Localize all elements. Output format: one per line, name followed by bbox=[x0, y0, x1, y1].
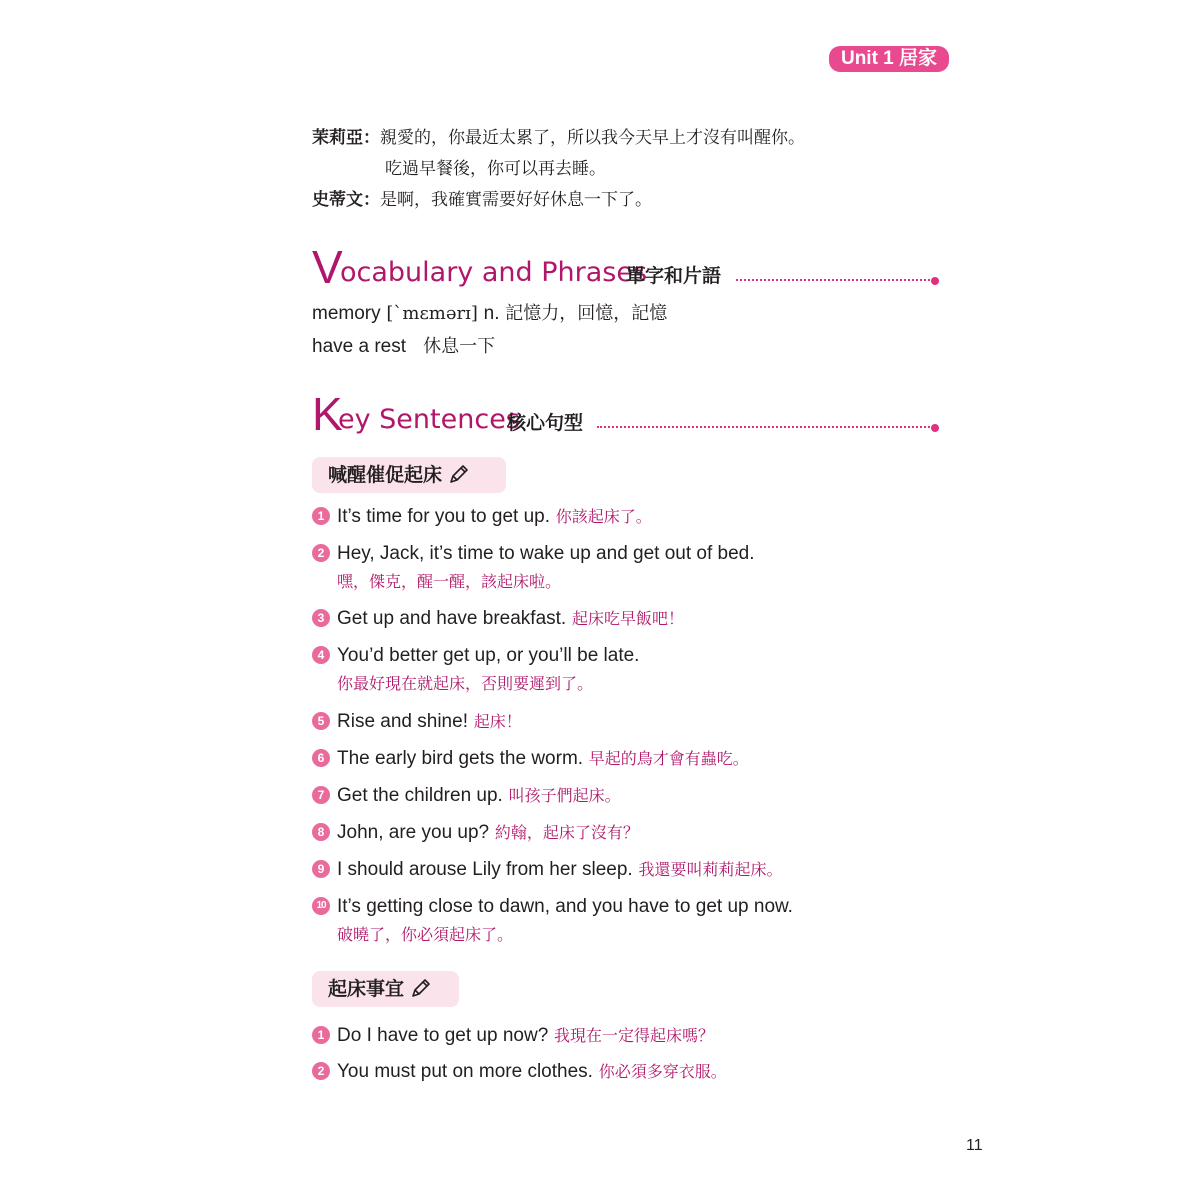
sentence-en: Get up and have breakfast. bbox=[337, 608, 567, 629]
vocab-entry bbox=[312, 335, 495, 359]
dotted-rule bbox=[597, 426, 934, 428]
sentence-zh: 早起的鳥才會有蟲吃。 bbox=[588, 749, 749, 768]
unit-badge: Unit 1 居家 bbox=[829, 46, 949, 72]
sentence-en: The early bird gets the worm. bbox=[337, 748, 584, 769]
item-number: 3 bbox=[312, 609, 330, 627]
sentence-line bbox=[337, 543, 755, 565]
item-number: 5 bbox=[312, 712, 330, 730]
subheading-title: 起床事宜 bbox=[328, 978, 405, 1000]
vocab-meaning: 休息一下 bbox=[423, 336, 496, 357]
sentence-line bbox=[337, 822, 639, 844]
sentence-line bbox=[337, 608, 684, 630]
heading-initial: K bbox=[312, 388, 343, 440]
page-number: 11 bbox=[966, 1137, 983, 1154]
heading-title: ocabulary and Phrases bbox=[340, 257, 648, 288]
sentence-line bbox=[337, 896, 793, 918]
item-number: 6 bbox=[312, 749, 330, 767]
heading-title: ey Sentences bbox=[338, 404, 520, 435]
item-number: 1 bbox=[312, 1026, 330, 1044]
sentence-en: It’s getting close to dawn, and you have to get up now. bbox=[337, 896, 793, 917]
item-number: 9 bbox=[312, 860, 330, 878]
item-number: 7 bbox=[312, 786, 330, 804]
vocab-phonetic: [ˋmɛmərɪ] bbox=[386, 303, 478, 324]
subheading bbox=[312, 457, 506, 493]
speaker-colon: ： bbox=[363, 128, 380, 148]
vocab-word: have a rest bbox=[312, 336, 406, 357]
sentence-line bbox=[337, 645, 639, 667]
sentence-en: I should arouse Lily from her sleep. bbox=[337, 859, 633, 880]
vocab-pos: n. bbox=[483, 303, 500, 324]
pencil-icon bbox=[410, 977, 432, 999]
dotted-rule bbox=[736, 279, 934, 281]
sentence-zh: 我現在一定得起床嗎？ bbox=[554, 1026, 715, 1045]
sentence-en: John, are you up? bbox=[337, 822, 490, 843]
dialogue-line bbox=[312, 126, 805, 150]
dialogue-line bbox=[312, 188, 652, 212]
heading-title-zh: 核心句型 bbox=[507, 412, 584, 434]
item-number: 10 bbox=[312, 897, 330, 915]
sentence-en: It’s time for you to get up. bbox=[337, 506, 550, 527]
sentence-en: Do I have to get up now? bbox=[337, 1025, 549, 1046]
sentence-line bbox=[337, 506, 652, 528]
sentence-en: Rise and shine! bbox=[337, 711, 468, 732]
dialogue-text: 是啊，我確實需要好好休息一下了。 bbox=[380, 190, 652, 210]
pencil-icon bbox=[448, 463, 470, 485]
item-number: 1 bbox=[312, 507, 330, 525]
sentence-en: Hey, Jack, it’s time to wake up and get out of bed. bbox=[337, 543, 755, 564]
item-number: 2 bbox=[312, 544, 330, 562]
sentence-en: Get the children up. bbox=[337, 785, 503, 806]
heading-title-zh: 單字和片語 bbox=[626, 265, 722, 287]
sentence-zh: 起床吃早飯吧！ bbox=[571, 609, 684, 628]
vocab-entry bbox=[312, 302, 667, 326]
dialogue-text: 吃過早餐後，你可以再去睡。 bbox=[385, 159, 606, 179]
sentence-zh: 你必須多穿衣服。 bbox=[598, 1062, 727, 1081]
heading-initial: V bbox=[312, 241, 343, 293]
sentence-en: You’d better get up, or you’ll be late. bbox=[337, 645, 640, 666]
speaker-name: 茉莉亞 bbox=[312, 128, 363, 148]
subheading bbox=[312, 971, 459, 1007]
sentence-zh: 你該起床了。 bbox=[555, 507, 652, 526]
vocab-meaning: 記憶力，回憶，記憶 bbox=[505, 303, 668, 324]
sentence-line bbox=[337, 711, 522, 733]
sentence-line bbox=[337, 859, 782, 881]
rule-end-dot bbox=[931, 277, 939, 285]
item-number: 8 bbox=[312, 823, 330, 841]
speaker-name: 史蒂文 bbox=[312, 190, 363, 210]
sentence-zh: 破曉了，你必須起床了。 bbox=[337, 925, 514, 944]
rule-end-dot bbox=[931, 424, 939, 432]
sentence-zh: 我還要叫莉莉起床。 bbox=[638, 860, 783, 879]
dialogue-text: 親愛的，你最近太累了，所以我今天早上才沒有叫醒你。 bbox=[380, 128, 805, 148]
sentence-line bbox=[337, 748, 749, 770]
dialogue-line bbox=[385, 157, 606, 181]
sentence-zh: 嘿，傑克，醒一醒，該起床啦。 bbox=[337, 572, 562, 591]
sentence-zh: 起床！ bbox=[473, 712, 522, 731]
sentence-zh: 約翰，起床了沒有？ bbox=[494, 823, 639, 842]
key-sentences-heading bbox=[312, 388, 942, 440]
sentence-line bbox=[337, 1061, 727, 1083]
subheading-title: 喊醒催促起床 bbox=[328, 464, 443, 486]
sentence-zh: 叫孩子們起床。 bbox=[508, 786, 621, 805]
sentence-zh: 你最好現在就起床，否則要遲到了。 bbox=[337, 674, 594, 693]
sentence-line bbox=[337, 1025, 714, 1047]
item-number: 2 bbox=[312, 1062, 330, 1080]
speaker-colon: ： bbox=[363, 190, 380, 210]
vocab-word: memory bbox=[312, 303, 381, 324]
item-number: 4 bbox=[312, 646, 330, 664]
sentence-en: You must put on more clothes. bbox=[337, 1061, 593, 1082]
sentence-line bbox=[337, 785, 621, 807]
vocabulary-heading bbox=[312, 241, 942, 293]
